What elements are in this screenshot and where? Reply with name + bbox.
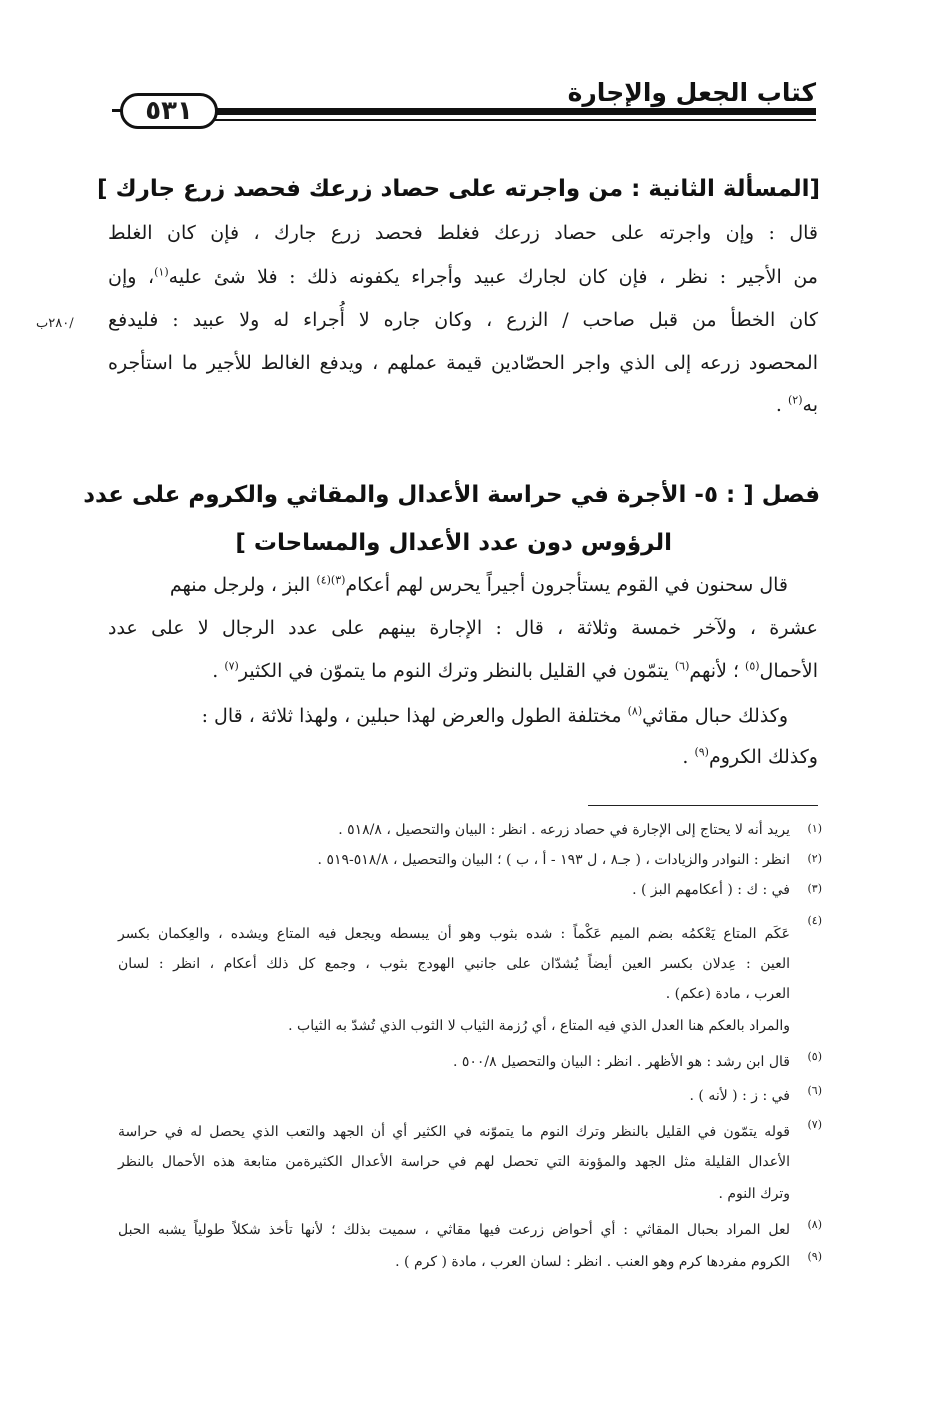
paragraph-line: [108, 266, 818, 288]
book-title: كتاب الجعل والإجارة: [567, 78, 816, 107]
paragraph-line: قال : وإن واجرته على حصاد زرعك فغلط فحصد زرع جارك ، فإن كان الغلط: [108, 222, 818, 244]
footnote-text: والمراد بالعكم هنا العدل الذي فيه المتاع ، أي رُزمة الثياب لا الثوب الذي تُشدّ به الثياب .: [288, 1018, 790, 1034]
paragraph-text: به: [802, 394, 818, 416]
paragraph-line: كان الخطأ من قبل صاحب / الزرع ، وكان جاره لا أُجراء له ولا عبيد : فليدفع: [108, 309, 818, 331]
section-heading-2-line2: الرؤوس دون عدد الأعدال والمساحات ]: [235, 530, 672, 556]
footnote-number: (٢): [807, 852, 822, 865]
footnote-text: لعل المراد بحبال المقاثي : أي أحواض زرعت فيها مقاثي ، سميت بذلك ؛ لأنها تأخذ شكلاً طولياً يشبه الحبل: [118, 1222, 790, 1238]
footnote-ref: (٢): [788, 393, 803, 407]
paragraph-text: الأحمال: [759, 660, 818, 682]
footnote-text: قال ابن رشد : هو الأظهر . انظر : البيان والتحصيل ٥٠٠/٨ .: [452, 1054, 790, 1070]
footnote-text: وترك النوم .: [718, 1186, 790, 1202]
page-number-text: ٥٣١: [145, 96, 193, 126]
footnote-text: الكروم مفردها كرم وهو العنب . انظر : لسان العرب ، مادة ( كرم ) .: [395, 1254, 790, 1270]
paragraph-line: [776, 394, 818, 416]
footnote-separator: [588, 805, 818, 806]
footnote-text: الأعدال القليلة مثل الجهد والمؤونة التي تحصل لهم في حراسة الأعدال الكثيرةمن متابعة هذه الأحمال بالنظر: [118, 1154, 790, 1170]
paragraph-text: يتمّون في القليل بالنظر وترك النوم ما يتموّن في الكثير: [238, 660, 675, 682]
page-header: [0, 78, 938, 138]
footnote-ref: (١): [154, 265, 169, 279]
paragraph-text: .: [212, 660, 225, 682]
header-rule: [210, 108, 816, 115]
footnote-text: العرب ، مادة (عكم) .: [665, 986, 790, 1002]
section-heading-2-line1: فصل [ : ٥- الأجرة في حراسة الأعدال والمقاثي والكروم على عدد: [83, 482, 820, 508]
footnote-text: عَكَم المتاع يَعْكمُه بضم الميم عَكْماً : شده بثوب وهو أن يبسطه ويجعل فيه المتاع ويشده ، والعِكمان بكسر: [118, 926, 790, 942]
footnote-text: العين : عِدلان بكسر العين أيضاً يُشدّان على جانبي الهودج بثوب ، وجمع كل ذلك أعكام ، انظر : لسان: [118, 956, 790, 972]
footnote-ref: (٥): [745, 659, 760, 673]
footnote-number: (٨): [807, 1218, 822, 1231]
paragraph-line: المحصود زرعه إلى الذي واجر الحصّادين قيمة عملهم ، ويدفع الغالط للأجير ما استأجره: [108, 352, 818, 374]
footnote-ref: (٨): [627, 704, 643, 718]
paragraph-line: [212, 660, 818, 682]
paragraph-line: [170, 574, 788, 596]
paragraph-text: البز ، ولرجل منهم: [169, 574, 317, 596]
footnote-ref: (٦): [674, 659, 690, 673]
footnote-number: (٦): [807, 1084, 822, 1097]
footnote-number: (٤): [807, 914, 822, 927]
paragraph-text: مختلفة الطول والعرض لهذا حبلين ، ولهذا ثلاثة ، قال :: [201, 705, 628, 727]
paragraph-line: [682, 746, 818, 768]
footnote-ref: (٧): [224, 659, 239, 673]
paragraph-text: وكذلك الكروم: [708, 746, 818, 768]
header-rule-thin: [210, 119, 816, 121]
paragraph-text: قال سحنون في القوم يستأجرون أجيراً يحرس لهم أعكام: [345, 574, 788, 596]
footnote-text: يريد أنه لا يحتاج إلى الإجارة في حصاد زرعه . انظر : البيان والتحصيل ، ٥١٨/٨ .: [338, 822, 790, 838]
footnote-number: (٣): [807, 882, 822, 895]
section-heading-1: [المسألة الثانية : من واجرته على حصاد زرعك فحصد زرع جارك ]: [97, 176, 820, 202]
footnote-ref: (٣)(٤): [316, 573, 346, 587]
paragraph-line: [108, 705, 788, 727]
footnote-number: (٧): [807, 1118, 822, 1131]
paragraph-text: من الأجير : نظر ، فإن كان لجارك عبيد وأجراء يكفونه ذلك : فلا شئ عليه: [168, 266, 818, 288]
footnote-text: في : ك : ( أعكامهم البز ) .: [632, 882, 790, 898]
footnote-text: في : ز : ( لأنه ) .: [689, 1088, 790, 1104]
margin-folio-note: /٢٨٠ب: [36, 316, 74, 331]
paragraph-text: .: [682, 746, 695, 768]
paragraph-line: عشرة ، ولآخر خمسة وثلاثة ، قال : الإجارة بينهم على عدد الرجال لا على عدد: [108, 617, 818, 639]
paragraph-text: ؛ لأنهم: [689, 660, 746, 682]
footnote-ref: (٩): [694, 745, 709, 759]
page-number: [120, 93, 218, 129]
footnote-number: (٥): [807, 1050, 822, 1063]
paragraph-text: وكذلك حبال مقاثي: [642, 705, 788, 727]
footnote-number: (٩): [807, 1250, 822, 1263]
footnote-text: انظر : النوادر والزيادات ، ( جـ٨ ، ل ١٩٣ - أ ، ب ) ؛ البيان والتحصيل ، ٥١٨/٨-٥١٩ .: [317, 852, 790, 868]
footnote-number: (١): [807, 822, 822, 835]
footnote-text: قوله يتمّون في القليل بالنظر وترك النوم ما يتموّنه في الكثير أي أن الجهد والتعب الذي يحصل له في حراسة: [118, 1124, 790, 1140]
paragraph-text: .: [775, 394, 788, 416]
paragraph-text: ، وإن: [108, 266, 155, 288]
